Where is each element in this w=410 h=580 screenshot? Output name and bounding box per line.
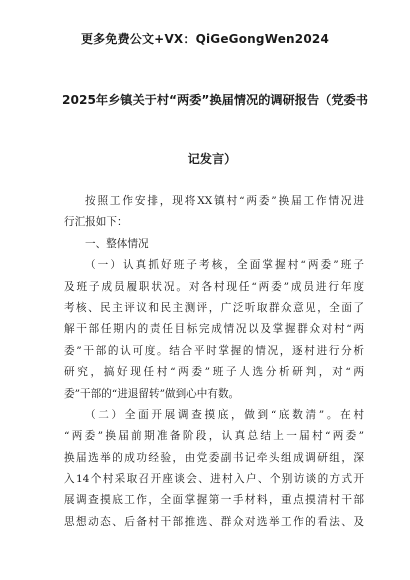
body-line: 行汇报如下： bbox=[64, 216, 128, 229]
body-line: 换届选举的成功经验，由党委副书记牵头组成调研组，深 bbox=[64, 451, 364, 464]
document-body bbox=[64, 191, 364, 533]
intro-paragraph bbox=[64, 191, 364, 234]
body-line: 委”干部的“进退留转”做到心中有数。 bbox=[64, 387, 240, 400]
body-line: 及班子成员履职状况。对各村现任“两委”成员进行年度 bbox=[64, 280, 364, 293]
body-line: 入14个村采取召开座谈会、进村入户、个别访谈的方式开 bbox=[64, 473, 364, 486]
section-heading: 一、整体情况 bbox=[85, 237, 149, 250]
title-line: 2025年乡镇关于村“两委”换届情况的调研报告（党委书 bbox=[62, 93, 368, 107]
body-line: （二）全面开展调查摸底，做到“底数清”。在村 bbox=[85, 408, 364, 421]
body-line: 委”干部的认可度。结合平时掌握的情况，逐村进行分析 bbox=[64, 344, 364, 357]
body-line: 思想动态、后备村干部推选、群众对选举工作的看法、及 bbox=[64, 515, 364, 528]
title-line: 记发言） bbox=[187, 152, 237, 166]
paragraph-2 bbox=[64, 405, 364, 533]
body-line: 解干部任期内的责任目标完成情况以及掌握群众对村“两 bbox=[64, 323, 364, 336]
promo-header: 更多免费公文+VX：QiGeGongWen2024 bbox=[80, 32, 329, 46]
body-line: 展调查摸底工作，全面掌握第一手材料，重点摸清村干部 bbox=[64, 494, 364, 507]
body-line: 按照工作安排，现将XX镇村“两委”换届工作情况进 bbox=[85, 195, 364, 207]
body-line: （一）认真抓好班子考核，全面掌握村“两委”班子 bbox=[85, 259, 364, 272]
document-title bbox=[62, 71, 368, 189]
body-line: 研究，搞好现任村“两委”班子人选分析研判，对“两 bbox=[64, 366, 364, 379]
body-line: “两委”换届前期准备阶段，认真总结上一届村“两委” bbox=[64, 430, 364, 443]
body-line: 考核、民主评议和民主测评，广泛听取群众意见，全面了 bbox=[64, 301, 364, 314]
paragraph-1 bbox=[64, 255, 364, 405]
